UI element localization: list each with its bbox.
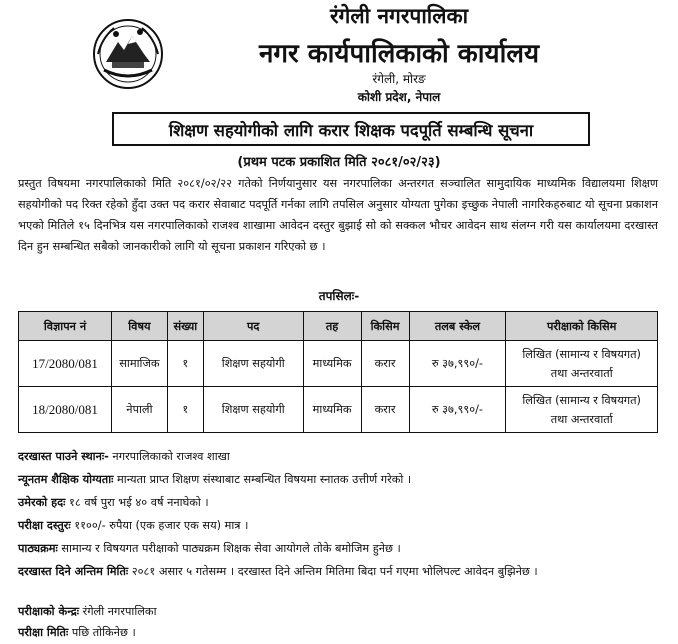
province-name: कोशी प्रदेश, नेपाल [357, 90, 441, 104]
publication-date: (प्रथम पटक प्रकाशित मिति २०८१/०२/२३) [237, 155, 441, 170]
info-label: पाठ्यक्रमः [18, 542, 58, 555]
info-label: दरखास्त दिने अन्तिम मितिः [18, 565, 129, 578]
table-row [19, 341, 658, 387]
cell-salary: रु ३७,९९०/- [409, 387, 506, 433]
info-last-date [18, 562, 658, 582]
info-syllabus [18, 539, 658, 559]
cell-post: शिक्षण सहयोगी [203, 387, 303, 433]
info-label: परीक्षा मितिः [18, 626, 69, 639]
table-row [19, 387, 658, 433]
cell-exam [506, 341, 658, 387]
col-header-exam: परीक्षाको किसिम [506, 312, 658, 341]
info-label: परीक्षाको केन्द्रः [18, 605, 79, 618]
municipality-name: रंगेली नगरपालिका [329, 4, 469, 28]
exam-line-2: तथा अन्तरवार्ता [550, 412, 613, 426]
info-value: १८ वर्ष पुरा भई ४० वर्ष ननाघेको । [65, 496, 209, 509]
exam-line-1: लिखित (सामान्य र विषयगत) [522, 347, 641, 361]
office-location: रंगेली, मोरङ [372, 72, 426, 86]
info-label: दरखास्त पाउने स्थानः- [18, 450, 109, 463]
info-application-place [18, 447, 658, 467]
info-label: परीक्षा दस्तुरः [18, 519, 71, 532]
cell-count: १ [167, 341, 203, 387]
col-header-count: संख्या [167, 312, 203, 341]
details-heading: तपसिलः- [318, 289, 360, 303]
cell-type: करार [361, 387, 409, 433]
cell-post: शिक्षण सहयोगी [203, 341, 303, 387]
cell-subject: नेपाली [111, 387, 167, 433]
col-header-type: किसिम [361, 312, 409, 341]
exam-line-1: लिखित (सामान्य र विषयगत) [522, 393, 641, 407]
exam-line-2: तथा अन्तरवार्ता [550, 366, 613, 380]
col-header-salary: तलब स्केल [409, 312, 506, 341]
info-value: पछि तोकिनेछ । [68, 626, 136, 639]
cell-exam [506, 387, 658, 433]
info-age-limit [18, 493, 658, 513]
cell-count: १ [167, 387, 203, 433]
info-value: सामान्य र विषयगत परीक्षाको पाठ्यक्रम शिक्षक सेवा आयोगले तोके बमोजिम हुनेछ । [57, 542, 401, 555]
notice-title: शिक्षण सहयोगीको लागि करार शिक्षक पदपूर्ति सम्बन्धि सूचना [112, 112, 590, 146]
info-value: २०८१ असार ५ गतेसम्म । दरखास्त दिने अन्तिम मितिमा बिदा पर्न गएमा भोलिपल्ट आवेदन बुझिनेछ । [128, 565, 538, 578]
info-exam-center [18, 602, 658, 622]
info-min-qualification [18, 470, 658, 490]
col-header-post: पद [203, 312, 303, 341]
col-header-ad-no: विज्ञापन नं [19, 312, 112, 341]
cell-subject: सामाजिक [111, 341, 167, 387]
vacancy-table [18, 311, 658, 433]
cell-level: माध्यमिक [303, 387, 361, 433]
info-value: नगरपालिकाको राजश्व शाखा [108, 450, 230, 463]
intro-paragraph: प्रस्तुत विषयमा नगरपालिकाको मिति २०८१/०२/२२ गतेको निर्णयानुसार यस नगरपालिका अन्तरगत सञ्चालित सामुदायिक माध्यमिक विद्यालयमा शिक्षण सहयोगीको पद रिक्त रहेको हुँदा उक्त पद करार सेवाबाट पदपूर्ति गर्नका लागि तपसिल अनुसार योग्यता पुगेका इच्छुक नेपाली नागरिकहरुबाट यो सूचना प्रकाशन भएको मितिले १५ दिनभित्र यस नगरपालिकाको राजश्व शाखामा आवेदन दस्तुर बुझाई सो को सक्कल भौचर आवेदन साथ संलग्न गरी यस कार्यालयमा दरखास्त दिन हुन सम्बन्धित सबैको जानकारीको लागि यो सूचना प्रकाशन गरिएको छ । [18, 177, 658, 253]
col-header-subject: विषय [111, 312, 167, 341]
office-name: नगर कार्यपालिकाको कार्यालय [258, 39, 540, 69]
info-label: उमेरको हदः [18, 496, 66, 509]
info-label: न्यूनतम शैक्षिक योग्यताः [18, 473, 114, 486]
col-header-level: तह [303, 312, 361, 341]
info-value: रंगेली नगरपालिका [78, 605, 157, 618]
info-exam-date [18, 623, 658, 643]
info-value: मान्यता प्राप्त शिक्षण संस्थाबाट सम्बन्धित विषयमा स्नातक उत्तीर्ण गरेको । [113, 473, 412, 486]
cell-type: करार [361, 341, 409, 387]
cell-salary: रु ३७,९९०/- [409, 341, 506, 387]
letterhead [0, 0, 678, 108]
info-exam-fee [18, 516, 658, 536]
cell-ad-no: 17/2080/081 [19, 341, 112, 387]
cell-level: माध्यमिक [303, 341, 361, 387]
info-value: ११००/- रुपैया (एक हजार एक सय) मात्र । [70, 519, 249, 532]
cell-ad-no: 18/2080/081 [19, 387, 112, 433]
table-header-row [19, 312, 658, 341]
